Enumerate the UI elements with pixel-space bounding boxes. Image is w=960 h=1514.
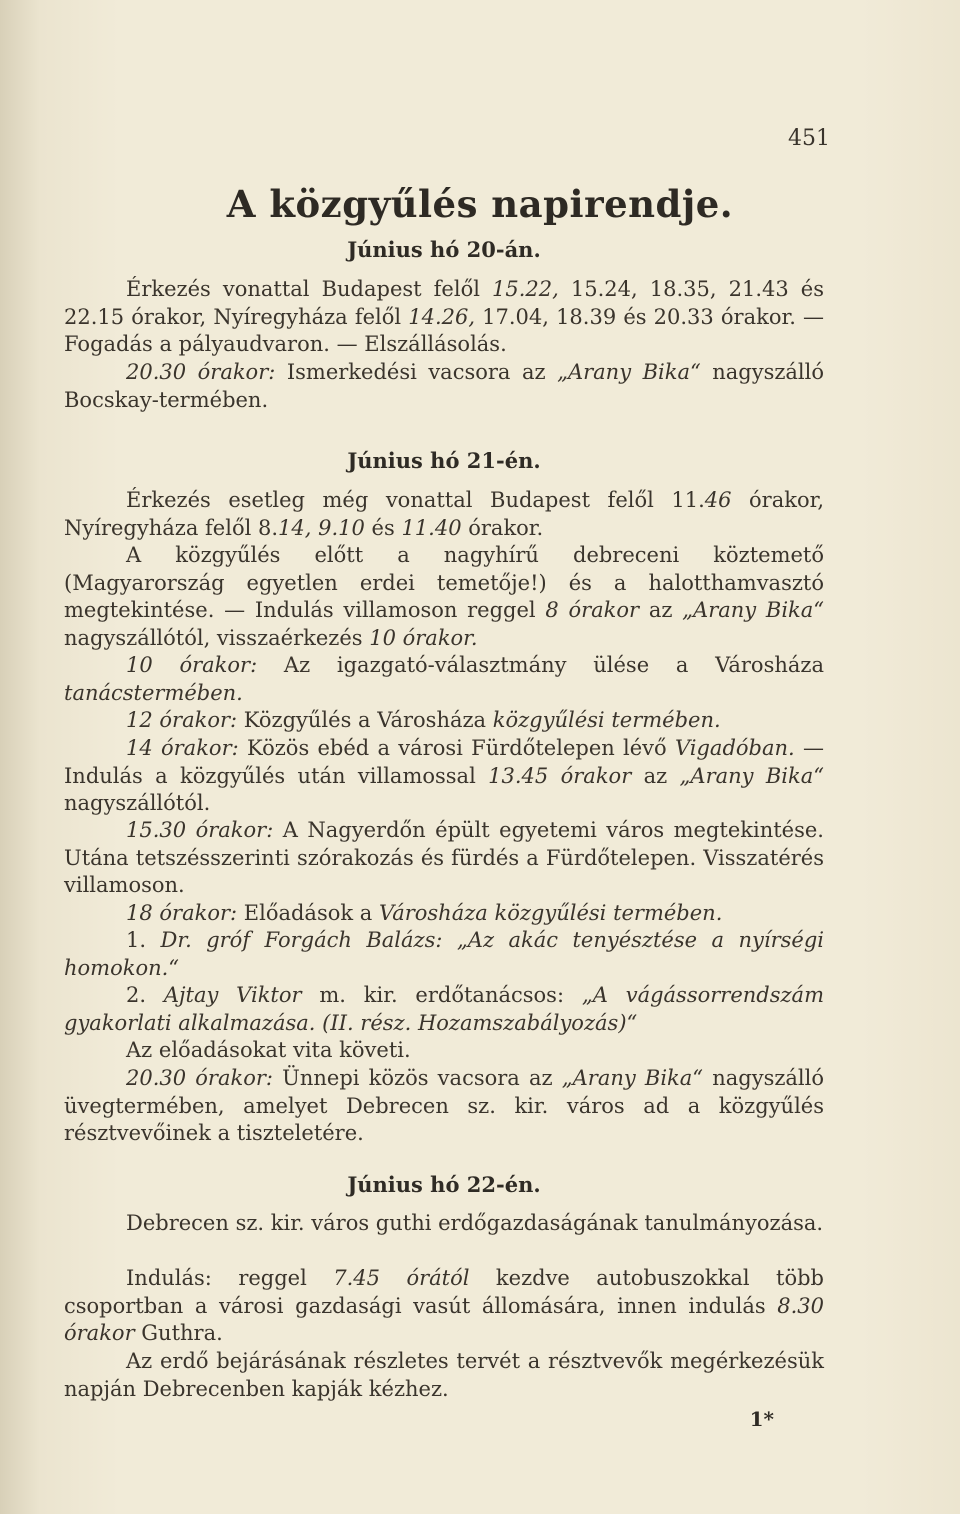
text-run: Guthra. (134, 1321, 223, 1346)
italic-run: „Arany Bika“ (679, 763, 825, 788)
text-run: A közgyűlés előtt a nagyhírű debreceni köztemető (Magyarország egyetlen erdei temetője!) és a halotthamvasztó megtekintése. — Indulás villamoson reggel (64, 543, 824, 623)
text-run: Érkezés vonattal Budapest felől (126, 277, 493, 301)
text-run: és (364, 515, 402, 540)
text-run: 15.24, 18.35, 21.43 és 22.15 órakor, Nyíregyháza felől (64, 277, 824, 329)
text-run: az (631, 763, 680, 788)
text-run: Ismerkedési vacsora az (275, 360, 558, 384)
italic-run: 8 órakor (545, 598, 640, 623)
paragraph (64, 1265, 824, 1348)
italic-run: „Arany Bika“ (561, 1066, 704, 1090)
paragraph (64, 359, 824, 414)
paragraph (64, 982, 824, 1037)
page-title: A közgyűlés napirendje. (226, 182, 734, 226)
page-number: 451 (788, 126, 830, 151)
text-run: órakor, Nyíregyháza felől 8. (64, 488, 824, 540)
italic-run: 10 órakor. (369, 625, 478, 650)
italic-run: 46 (704, 488, 732, 512)
italic-run: 15.22, (492, 277, 559, 301)
text-run: Közös ebéd a városi Fürdőtelepen lévő (238, 736, 675, 760)
text-run: nagyszállótól, visszaérkezés (64, 625, 370, 650)
text-run: kezdve autobuszokkal több csoportban a városi gazdasági vasút állomására, innen indulás (64, 1266, 824, 1318)
italic-run: Városháza közgyűlési termében. (378, 901, 723, 925)
paragraph (64, 276, 824, 359)
paragraph (64, 487, 824, 542)
italic-run: Vigadóban. (674, 736, 795, 760)
paragraph (64, 735, 824, 818)
text-run: Az erdő bejárásának részletes tervét a résztvevők megérkezésük napján Debrecenben kapják kézhez. (64, 1349, 824, 1401)
italic-run: Dr. gróf Forgách Balázs: „Az akác tenyésztése a nyírségi homokon.“ (64, 928, 824, 980)
italic-run: „Arany Bika“ (682, 598, 825, 623)
text-run: 1. (126, 928, 161, 952)
text-run: nagyszállótól. (64, 791, 211, 816)
text-run: m. kir. erdőtanácsos: (301, 983, 582, 1007)
italic-run: Ajtay Viktor (163, 983, 302, 1007)
paragraph (64, 817, 824, 900)
text-run: Közgyűlés a Városháza (237, 708, 493, 732)
italic-run: 15.30 órakor: (126, 818, 274, 842)
italic-run: közgyűlési termében. (492, 708, 721, 732)
italic-run: „Arany Bika“ (557, 360, 701, 384)
italic-run: „A vágássorrendszám gyakorlati alkalmazása. (II. rész. Hozamszabályozás)“ (64, 983, 824, 1035)
text-run: nagyszálló üvegtermében, amelyet Debrecen sz. kir. város ad a közgyűlés résztvevőinek a tiszteletére. (64, 1066, 825, 1146)
italic-run: 14 órakor: (126, 736, 239, 760)
paragraph (64, 900, 824, 928)
italic-run: 8.30 órakor (64, 1293, 824, 1346)
text-run: — Indulás a közgyűlés után villamossal (64, 736, 824, 788)
signature-mark: 1* (749, 1407, 774, 1431)
day-heading-june-22: Június hó 22-én. (347, 1172, 541, 1197)
paragraph (64, 707, 824, 735)
text-run: Az igazgató-választmány ülése a Városháza (257, 653, 824, 677)
italic-run: 14.26, (408, 304, 476, 329)
day-heading-june-20: Június hó 20-án. (347, 237, 541, 262)
italic-run: 20.30 órakor: (126, 360, 276, 384)
italic-run: tanácstermében. (64, 680, 243, 705)
italic-run: 20.30 órakor: (126, 1066, 273, 1090)
text-run: 2. (126, 983, 164, 1007)
paragraph (64, 1210, 824, 1238)
italic-run: 18 órakor: (126, 901, 238, 925)
paragraph (64, 1348, 824, 1403)
day-heading-june-21: Június hó 21-én. (347, 448, 541, 473)
paragraph (64, 1065, 824, 1148)
paragraph (64, 652, 824, 707)
text-run: órakor. (461, 515, 544, 540)
paragraph (64, 927, 824, 982)
text-run: Indulás: reggel (126, 1266, 334, 1290)
text-run: az (639, 598, 683, 623)
text-run: Érkezés esetleg még vonattal Budapest felől 11. (126, 488, 705, 512)
paragraph (64, 542, 824, 652)
text-run: Ünnepi közös vacsora az (272, 1066, 562, 1090)
italic-run: 14, 9.10 (278, 515, 365, 540)
text-run: Előadások a (237, 901, 379, 925)
text-run: nagyszálló Bocskay-termében. (64, 360, 825, 412)
text-run: Debrecen sz. kir. város guthi erdőgazdaságának tanulmányozása. (126, 1211, 824, 1235)
text-run: Az előadásokat vita követi. (126, 1038, 411, 1062)
italic-run: 12 órakor: (126, 708, 238, 732)
text-run: A Nagyerdőn épült egyetemi város megtekintése. Utána tetszésszerinti szórakozás és fürdés a Fürdőtelepen. Visszatérés villamoson. (64, 818, 824, 898)
italic-run: 13.45 órakor (488, 763, 632, 788)
italic-run: 7.45 órától (333, 1266, 470, 1290)
italic-run: 11.40 (401, 515, 462, 540)
text-run: 17.04, 18.39 és 20.33 órakor. — Fogadás a pályaudvaron. — Elszállásolás. (64, 304, 824, 357)
italic-run: 10 órakor: (126, 653, 258, 677)
paragraph (64, 1037, 824, 1065)
